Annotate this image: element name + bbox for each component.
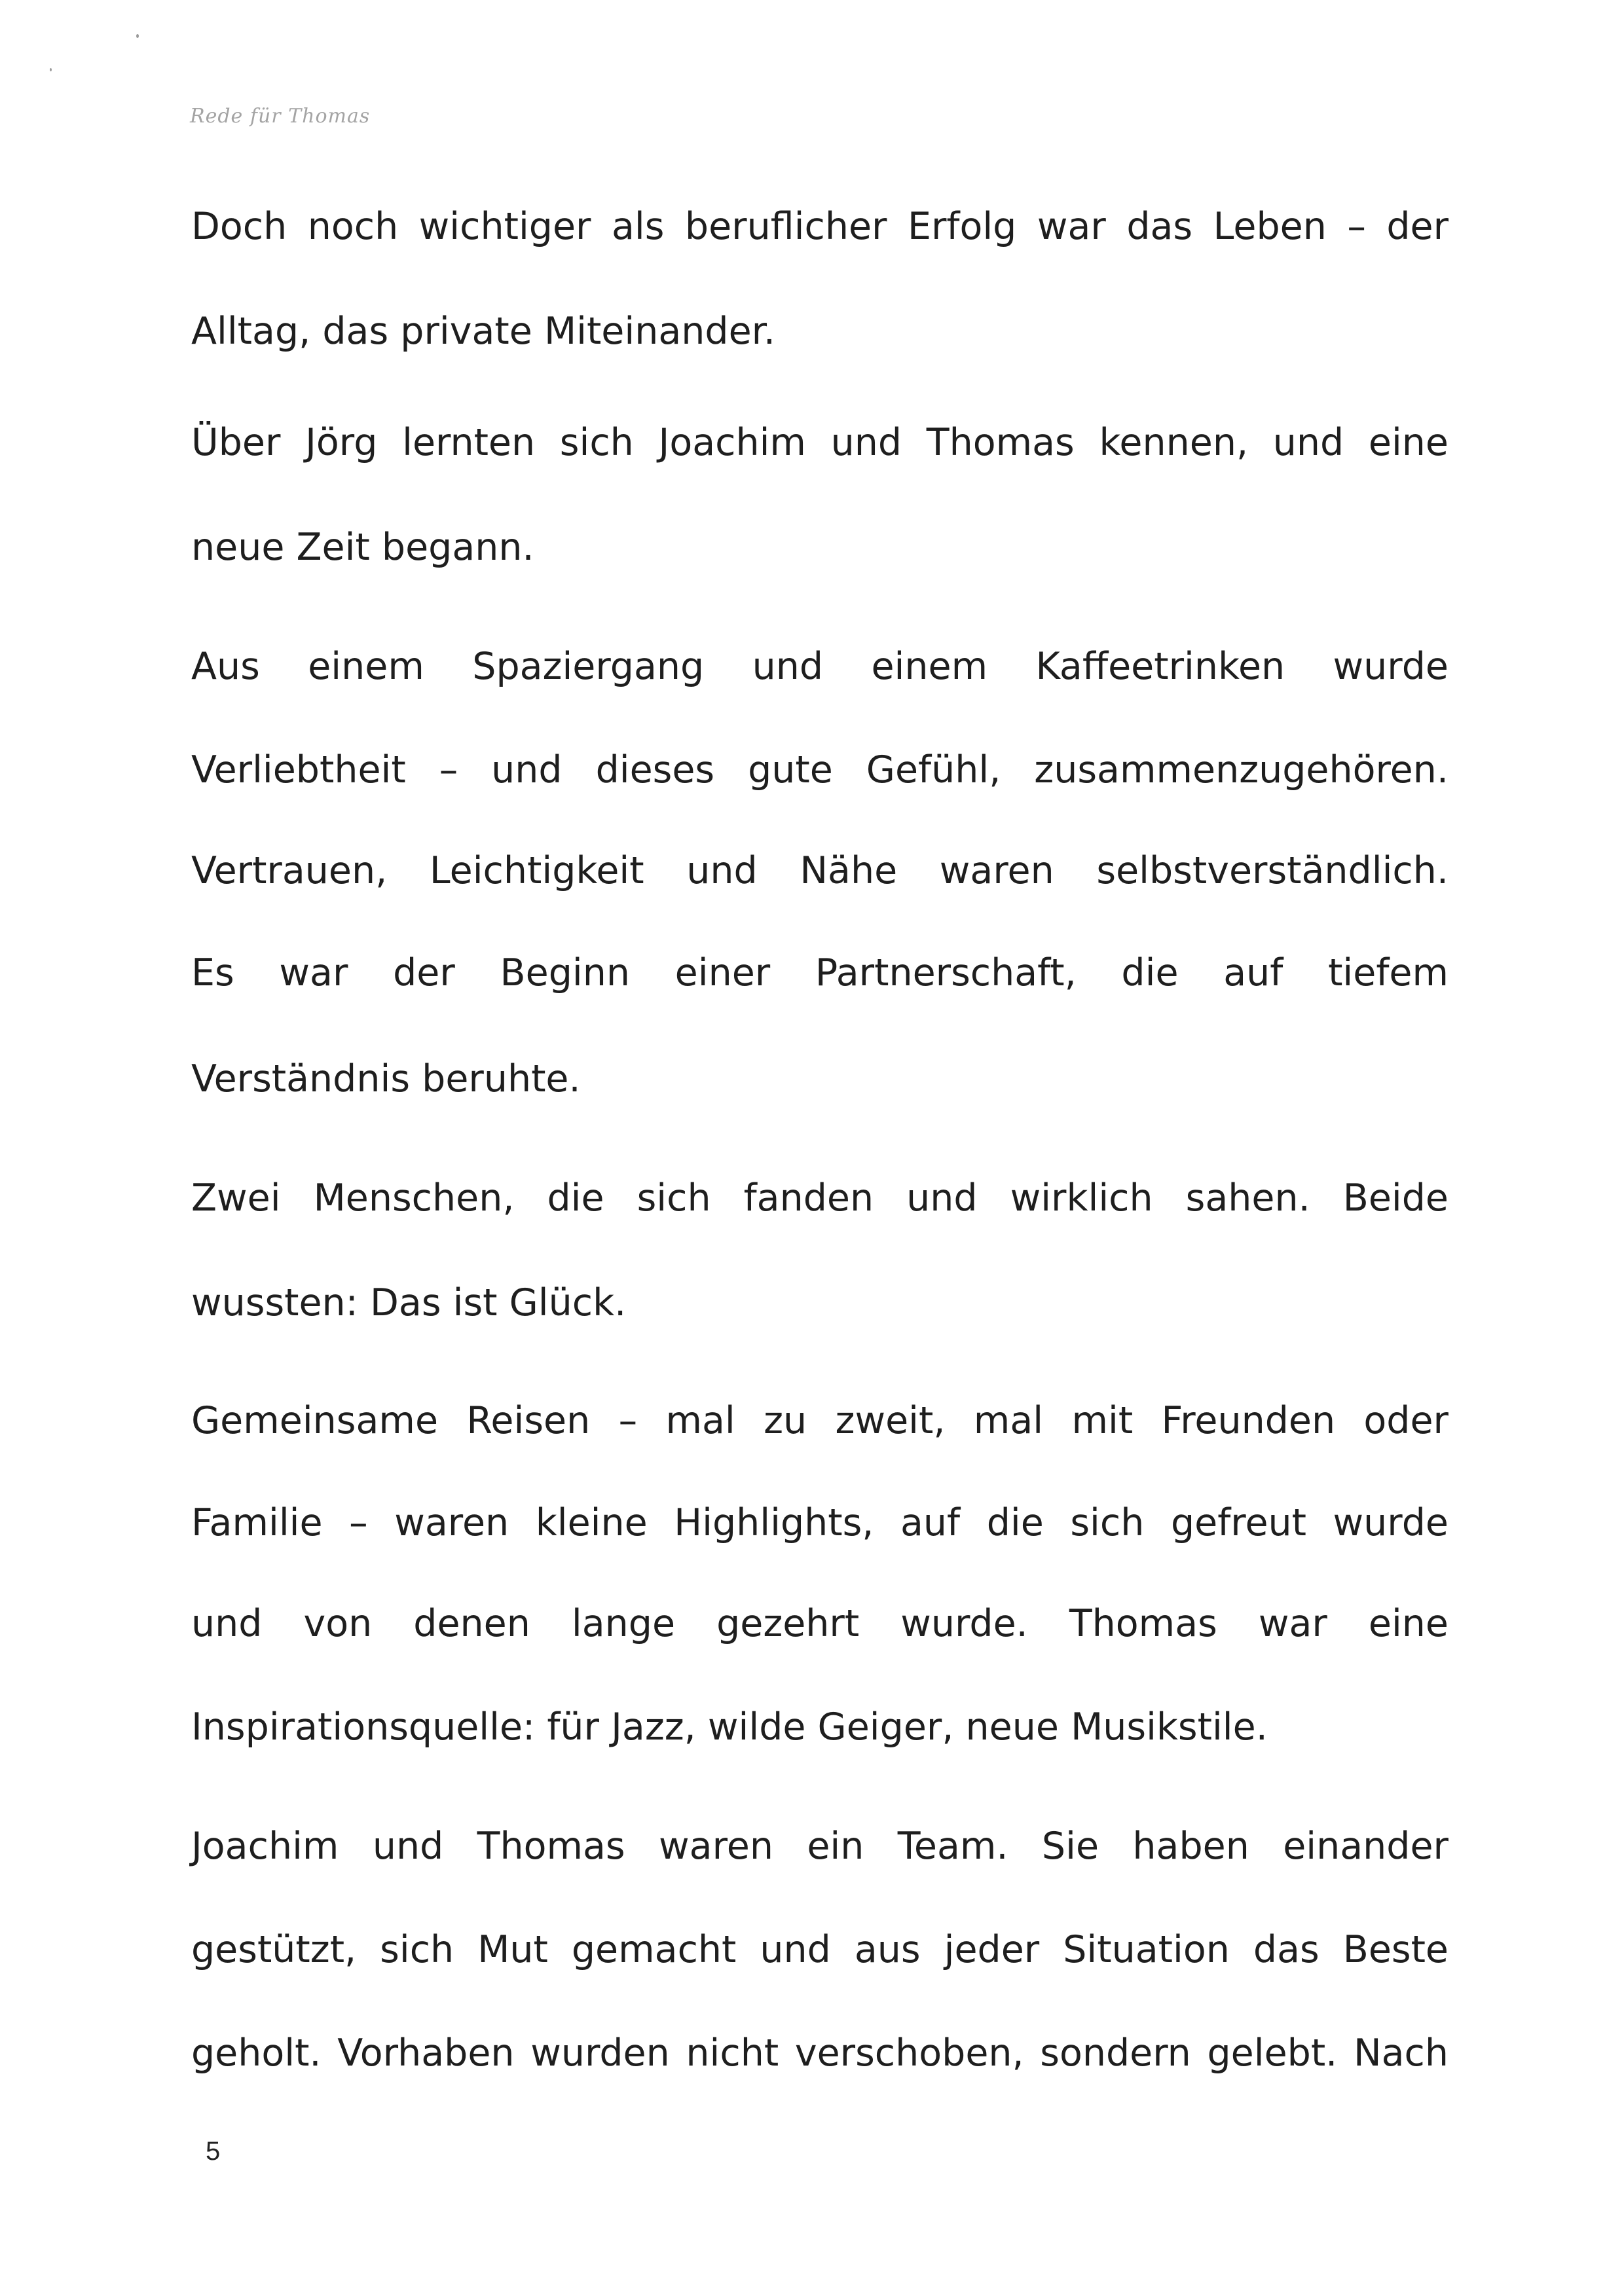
running-header: Rede für Thomas bbox=[190, 105, 371, 128]
text-line: Doch noch wichtiger als beruflicher Erfolg war das Leben – der bbox=[191, 205, 1449, 248]
text-line: geholt. Vorhaben wurden nicht verschoben, sondern gelebt. Nach bbox=[191, 2032, 1449, 2075]
text-line: Familie – waren kleine Highlights, auf die sich gefreut wurde bbox=[191, 1501, 1449, 1544]
text-line: Joachim und Thomas waren ein Team. Sie haben einander bbox=[191, 1825, 1449, 1868]
text-line: Über Jörg lernten sich Joachim und Thomas kennen, und eine bbox=[191, 421, 1449, 464]
page-number: 5 bbox=[206, 2137, 221, 2166]
text-line: Inspirationsquelle: für Jazz, wilde Geiger, neue Musikstile. bbox=[191, 1705, 1268, 1749]
text-line: Vertrauen, Leichtigkeit und Nähe waren selbstverständlich. bbox=[191, 849, 1449, 892]
scan-speck bbox=[136, 34, 139, 38]
text-line: Alltag, das private Miteinander. bbox=[191, 310, 775, 353]
text-line: neue Zeit begann. bbox=[191, 526, 534, 569]
text-line: Gemeinsame Reisen – mal zu zweit, mal mit Freunden oder bbox=[191, 1399, 1449, 1442]
text-line: gestützt, sich Mut gemacht und aus jeder Situation das Beste bbox=[191, 1928, 1449, 1971]
text-line: wussten: Das ist Glück. bbox=[191, 1281, 627, 1324]
text-line: Aus einem Spaziergang und einem Kaffeetrinken wurde bbox=[191, 645, 1449, 688]
text-line: Verliebtheit – und dieses gute Gefühl, zusammenzugehören. bbox=[191, 748, 1449, 792]
scan-speck bbox=[50, 68, 52, 71]
text-line: Verständnis beruhte. bbox=[191, 1057, 581, 1101]
text-line: Es war der Beginn einer Partnerschaft, die auf tiefem bbox=[191, 951, 1449, 994]
text-line: und von denen lange gezehrt wurde. Thomas war eine bbox=[191, 1602, 1449, 1645]
text-line: Zwei Menschen, die sich fanden und wirklich sahen. Beide bbox=[191, 1176, 1449, 1220]
